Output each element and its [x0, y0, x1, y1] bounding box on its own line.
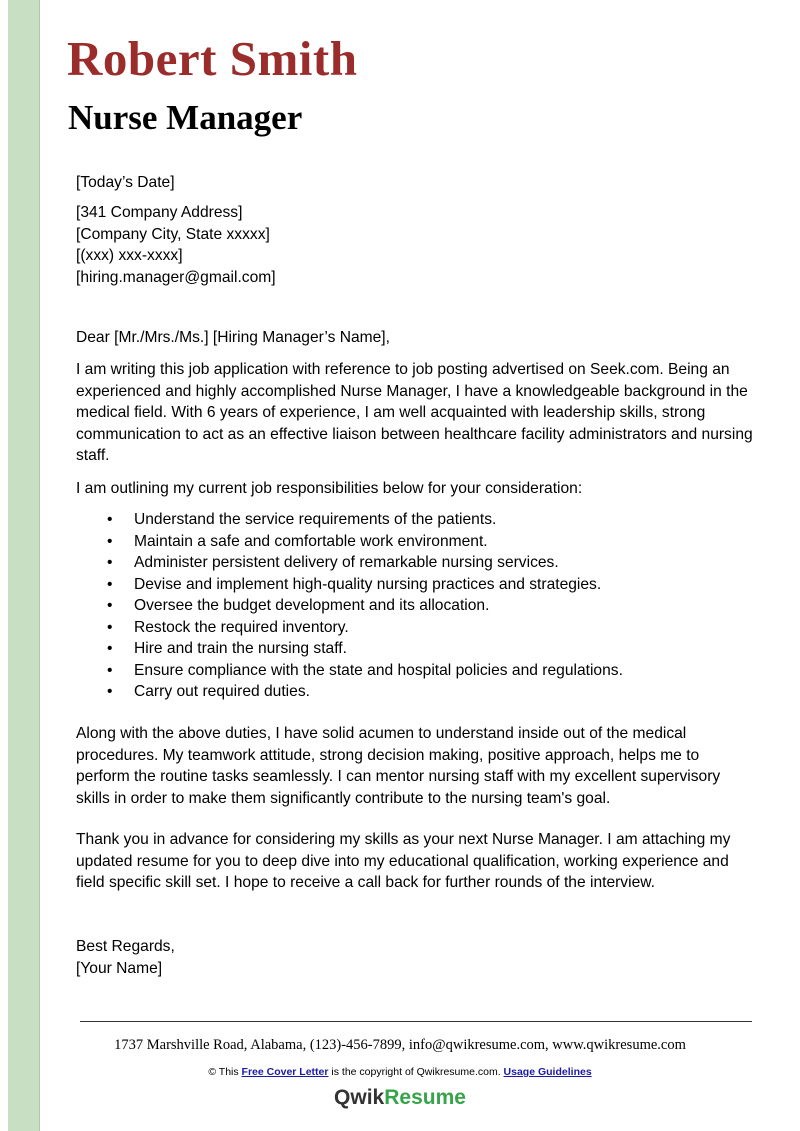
address-line: [Company City, State xxxxx] — [76, 225, 270, 243]
list-item: • Maintain a safe and comfortable work environment. — [104, 531, 623, 553]
paragraph-intro: I am writing this job application with reference to job posting advertised on Seek.com. Being an experienced and highly accomplished Nurse Manager, I have a knowledgeable background in the medical field. With 6 years of experience, I am well acquainted with leadership skills, strong communication to act as an effective liaison between healthcare facility administrators and nursing staff. — [76, 361, 753, 464]
address-line: [hiring.manager@gmail.com] — [76, 268, 276, 286]
responsibilities-intro: I am outlining my current job responsibilities below for your consideration: — [76, 480, 583, 497]
list-item: • Ensure compliance with the state and hospital policies and regulations. — [104, 660, 623, 682]
footer-contact-line: 1737 Marshville Road, Alabama, (123)-456-7899, info@qwikresume.com, www.qwikresume.com — [114, 1037, 686, 1053]
signature-name: [Your Name] — [76, 959, 163, 977]
address-line: [341 Company Address] — [76, 204, 243, 221]
letter-date: [Today’s Date] — [76, 174, 175, 191]
logo-text-qwik: Qwik — [334, 1086, 385, 1109]
logo-text-resume: Resume — [384, 1086, 466, 1109]
list-item: • Restock the required inventory. — [104, 617, 623, 639]
copyright-notice — [0, 1066, 800, 1078]
address-line: [(xxx) xxx-xxxx] — [76, 247, 183, 264]
paragraph-closing: Thank you in advance for considering my skills as your next Nurse Manager. I am attaching my updated resume for you to deep dive into my educational qualification, working experience and field specific skill set. I hope to receive a call back for further rounds of the interview. — [76, 831, 731, 891]
qwikresume-logo — [0, 1086, 800, 1110]
recipient-address — [76, 202, 756, 288]
footer-divider — [80, 1021, 752, 1022]
list-item: • Oversee the budget development and its allocation. — [104, 595, 623, 617]
applicant-name: Robert Smith — [67, 31, 358, 86]
paragraph-skills: Along with the above duties, I have solid acumen to understand inside out of the medical procedures. My teamwork attitude, strong decision making, positive approach, helps me to perform the routine tasks seamlessly. I can mentor nursing staff with my excellent supervisory skills in order to make them significantly contribute to the nursing team's goal. — [76, 725, 721, 807]
job-title: Nurse Manager — [68, 98, 303, 137]
list-item: • Administer persistent delivery of remarkable nursing services. — [104, 552, 623, 574]
usage-guidelines-link[interactable]: Usage Guidelines — [503, 1066, 592, 1078]
signature-block — [76, 936, 756, 979]
responsibilities-list — [104, 509, 623, 703]
copyright-middle: is the copyright of Qwikresume.com. — [328, 1066, 504, 1078]
free-cover-letter-link[interactable]: Free Cover Letter — [241, 1066, 329, 1078]
list-item: • Hire and train the nursing staff. — [104, 638, 623, 660]
decorative-side-bar — [8, 0, 40, 1131]
list-item: • Carry out required duties. — [104, 681, 623, 703]
list-item: • Devise and implement high-quality nursing practices and strategies. — [104, 574, 623, 596]
sign-off: Best Regards, — [76, 938, 175, 955]
salutation: Dear [Mr./Mrs./Ms.] [Hiring Manager’s Name], — [76, 329, 390, 346]
copyright-prefix: © This — [208, 1066, 242, 1078]
list-item: • Understand the service requirements of the patients. — [104, 509, 623, 531]
